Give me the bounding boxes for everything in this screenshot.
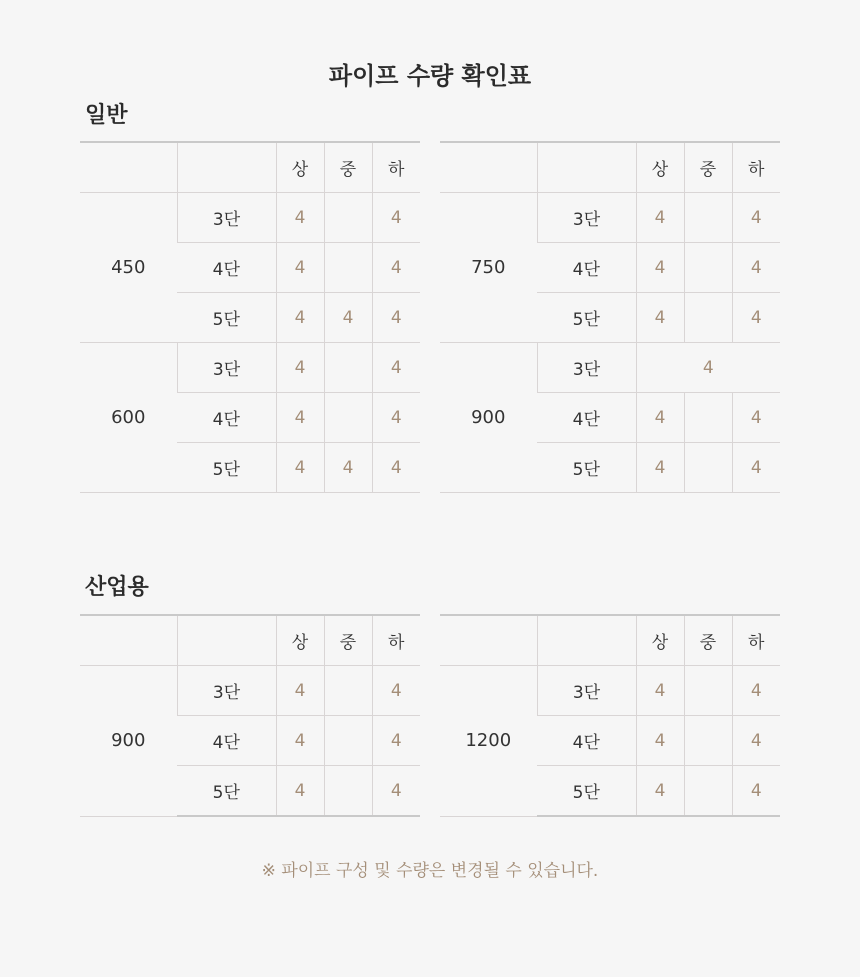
table-row [80, 666, 420, 716]
quantity-cell-bottom: 4 [372, 716, 420, 766]
quantity-cell-bottom: 4 [372, 443, 420, 493]
quantity-cell-bottom: 4 [372, 666, 420, 716]
quantity-cell-middle [684, 193, 732, 243]
quantity-cell-top: 4 [636, 443, 684, 493]
general-right-table [440, 141, 780, 493]
quantity-cell-bottom: 4 [372, 393, 420, 443]
quantity-cell-bottom: 4 [732, 443, 780, 493]
header-top: 상 [636, 615, 684, 666]
table-row [440, 666, 780, 716]
quantity-cell-top: 4 [636, 716, 684, 766]
notice-text: ※ 파이프 구성 및 수량은 변경될 수 있습니다. [261, 861, 599, 881]
tier-cell: 3단 [537, 193, 636, 243]
quantity-cell-bottom: 4 [732, 393, 780, 443]
header-top: 상 [276, 615, 324, 666]
section-label-general: 일반 [85, 103, 128, 128]
pipe-size-cell: 600 [80, 343, 177, 493]
quantity-cell-top: 4 [276, 343, 324, 393]
tier-cell: 5단 [177, 443, 276, 493]
quantity-cell-middle: 4 [324, 293, 372, 343]
general-left-table [80, 141, 420, 493]
quantity-cell-middle [324, 343, 372, 393]
quantity-cell-top: 4 [276, 766, 324, 817]
quantity-cell-bottom: 4 [372, 243, 420, 293]
tier-cell: 5단 [177, 293, 276, 343]
pipe-size-cell: 750 [440, 193, 537, 343]
tier-cell: 3단 [537, 343, 636, 393]
quantity-cell-middle [684, 443, 732, 493]
tier-cell: 5단 [537, 766, 636, 817]
header-top: 상 [276, 142, 324, 193]
quantity-cell-bottom: 4 [372, 343, 420, 393]
tier-cell: 4단 [177, 243, 276, 293]
industrial-left-table [80, 614, 420, 817]
quantity-cell-middle [324, 766, 372, 817]
quantity-cell-top: 4 [276, 666, 324, 716]
header-empty-tier [537, 615, 636, 666]
quantity-cell-bottom: 4 [372, 193, 420, 243]
pipe-size-cell: 900 [440, 343, 537, 493]
table-row [80, 343, 420, 393]
quantity-cell-top: 4 [276, 243, 324, 293]
pipe-size-cell: 1200 [440, 666, 537, 817]
quantity-cell-bottom: 4 [732, 666, 780, 716]
industrial-right-table [440, 614, 780, 817]
quantity-cell-middle [684, 716, 732, 766]
header-bottom: 하 [372, 142, 420, 193]
header-empty-size [440, 142, 537, 193]
tier-cell: 4단 [177, 716, 276, 766]
tier-cell: 5단 [177, 766, 276, 817]
tier-cell: 4단 [537, 243, 636, 293]
quantity-cell-bottom: 4 [372, 766, 420, 817]
tier-cell: 4단 [537, 716, 636, 766]
quantity-cell-bottom: 4 [732, 293, 780, 343]
table-row [80, 193, 420, 243]
page-title: 파이프 수량 확인표 [328, 62, 532, 90]
tier-cell: 4단 [177, 393, 276, 443]
quantity-cell-middle [324, 193, 372, 243]
quantity-cell-bottom: 4 [372, 293, 420, 343]
quantity-cell-top: 4 [636, 193, 684, 243]
quantity-cell-middle [684, 666, 732, 716]
header-row [80, 142, 420, 193]
header-empty-size [80, 615, 177, 666]
quantity-cell-bottom: 4 [732, 193, 780, 243]
tier-cell: 3단 [537, 666, 636, 716]
header-empty-tier [177, 142, 276, 193]
tier-cell: 5단 [537, 293, 636, 343]
quantity-cell-middle [684, 243, 732, 293]
pipe-size-cell: 900 [80, 666, 177, 817]
quantity-cell-middle [684, 293, 732, 343]
header-middle: 중 [684, 615, 732, 666]
quantity-cell-bottom: 4 [732, 716, 780, 766]
header-middle: 중 [324, 142, 372, 193]
header-row [440, 615, 780, 666]
header-top: 상 [636, 142, 684, 193]
quantity-cell-top: 4 [636, 393, 684, 443]
quantity-cell-top: 4 [636, 243, 684, 293]
quantity-cell-top: 4 [276, 443, 324, 493]
quantity-cell-bottom: 4 [732, 766, 780, 817]
quantity-cell-merged: 4 [636, 343, 780, 393]
header-empty-size [80, 142, 177, 193]
quantity-cell-top: 4 [276, 716, 324, 766]
header-empty-tier [177, 615, 276, 666]
quantity-cell-middle [324, 393, 372, 443]
header-bottom: 하 [732, 142, 780, 193]
table-row [440, 343, 780, 393]
header-row [440, 142, 780, 193]
table-row [440, 193, 780, 243]
header-bottom: 하 [372, 615, 420, 666]
quantity-cell-middle [684, 766, 732, 817]
quantity-cell-middle [684, 393, 732, 443]
header-bottom: 하 [732, 615, 780, 666]
pipe-size-cell: 450 [80, 193, 177, 343]
quantity-cell-middle [324, 716, 372, 766]
quantity-cell-middle: 4 [324, 443, 372, 493]
header-empty-tier [537, 142, 636, 193]
quantity-cell-bottom: 4 [732, 243, 780, 293]
header-row [80, 615, 420, 666]
quantity-cell-top: 4 [636, 293, 684, 343]
quantity-cell-top: 4 [636, 766, 684, 817]
tier-cell: 3단 [177, 343, 276, 393]
tier-cell: 3단 [177, 193, 276, 243]
header-middle: 중 [324, 615, 372, 666]
quantity-cell-top: 4 [276, 293, 324, 343]
header-empty-size [440, 615, 537, 666]
quantity-cell-top: 4 [276, 193, 324, 243]
quantity-cell-middle [324, 666, 372, 716]
tier-cell: 3단 [177, 666, 276, 716]
quantity-cell-top: 4 [276, 393, 324, 443]
tier-cell: 5단 [537, 443, 636, 493]
tier-cell: 4단 [537, 393, 636, 443]
header-middle: 중 [684, 142, 732, 193]
quantity-cell-top: 4 [636, 666, 684, 716]
section-label-industrial: 산업용 [85, 575, 149, 600]
quantity-cell-middle [324, 243, 372, 293]
